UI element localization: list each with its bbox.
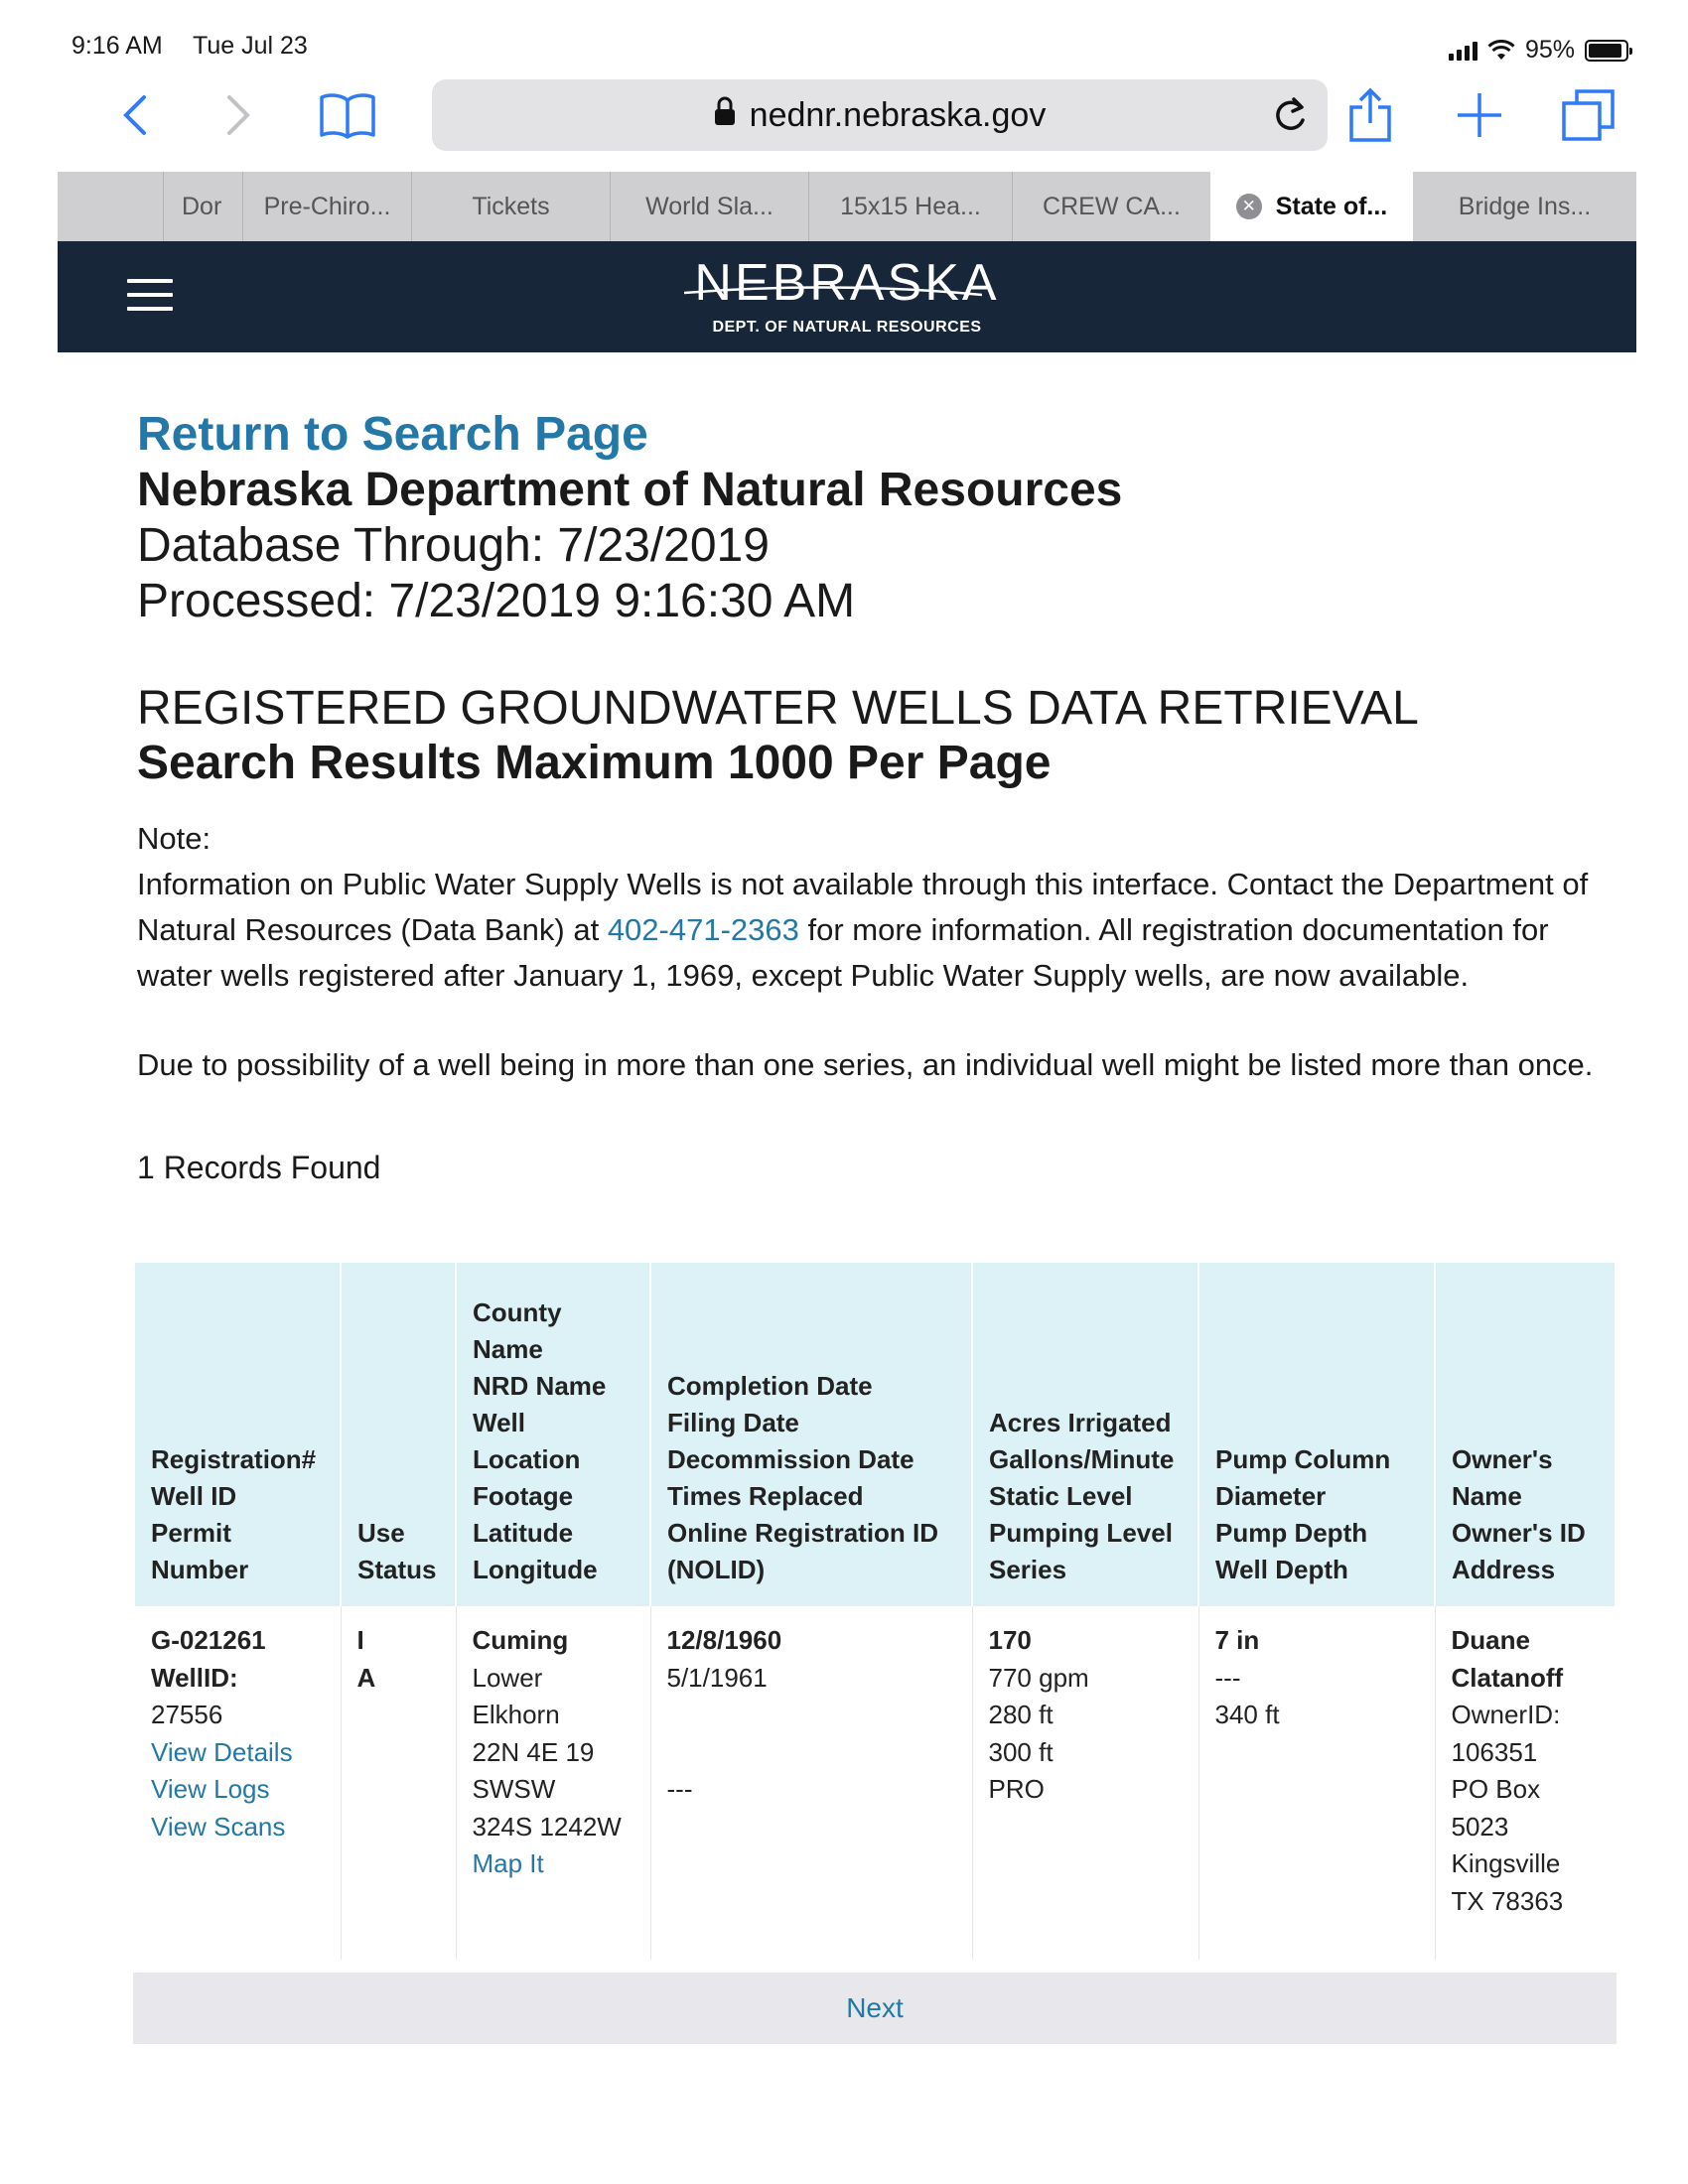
filing-date: 5/1/1961 <box>666 1662 768 1693</box>
header-registration <box>135 1263 341 1605</box>
table-row <box>135 1605 1615 1960</box>
header-use-status <box>341 1263 456 1605</box>
address-line-2: 5023 <box>1451 1811 1509 1842</box>
tab-label: State of... <box>1275 192 1388 220</box>
header-line: Static Level <box>989 1481 1133 1511</box>
nebraska-dnr-logo[interactable] <box>58 255 1636 337</box>
site-banner <box>58 241 1636 352</box>
header-line: Pump Depth <box>1215 1518 1368 1548</box>
open-book-icon <box>319 90 376 140</box>
table-header-row <box>135 1263 1615 1605</box>
tab-label: Pre-Chiro... <box>263 192 391 220</box>
agency-name: Nebraska Department of Natural Resources <box>137 464 1123 516</box>
header-line: Registration# <box>151 1444 317 1474</box>
header-line: Number <box>151 1555 249 1584</box>
note-text <box>137 862 1617 999</box>
cell-pump <box>1198 1605 1435 1960</box>
address-bar[interactable] <box>432 79 1328 151</box>
header-line: Latitude <box>473 1518 574 1548</box>
well-location: 22N 4E 19 <box>472 1736 595 1767</box>
share-button[interactable] <box>1321 77 1420 153</box>
header-line: Use <box>357 1518 405 1548</box>
well-id: 27556 <box>151 1700 223 1729</box>
processed-timestamp: Processed: 7/23/2019 9:16:30 AM <box>137 575 856 627</box>
nolid: --- <box>666 1774 693 1804</box>
header-line: Owner's <box>1452 1444 1553 1474</box>
results-table <box>135 1263 1615 1960</box>
battery-percent: 95% <box>1524 36 1575 64</box>
registration-number: G-021261 <box>151 1625 266 1655</box>
acres-irrigated: 170 <box>988 1625 1032 1655</box>
url-text: nednr.nebraska.gov <box>749 95 1047 134</box>
address-line-3: Kingsville <box>1451 1848 1561 1878</box>
chevron-left-icon <box>120 93 150 137</box>
header-owner <box>1435 1263 1615 1605</box>
owner-id-label: OwnerID: <box>1451 1700 1561 1729</box>
tab-3[interactable] <box>411 172 610 241</box>
logo-subtitle: DEPT. OF NATURAL RESOURCES <box>712 319 982 336</box>
status-indicators <box>1449 36 1628 65</box>
tab-label: Dor <box>182 192 222 220</box>
lock-icon <box>714 96 736 135</box>
pump-depth: --- <box>1214 1662 1241 1693</box>
forward-button[interactable] <box>209 77 268 153</box>
bookmarks-button[interactable] <box>308 77 387 153</box>
reload-button[interactable] <box>1270 93 1310 146</box>
header-line: Name <box>473 1334 543 1364</box>
cell-acres-levels <box>972 1605 1198 1960</box>
view-details-link[interactable]: View Details <box>151 1736 293 1767</box>
share-icon <box>1347 87 1393 143</box>
header-line: Address <box>1452 1555 1556 1584</box>
battery-icon <box>1585 40 1628 62</box>
header-line: Pumping Level <box>989 1518 1173 1548</box>
logo-wordmark <box>694 255 999 311</box>
tab-label: World Sla... <box>645 192 774 220</box>
view-logs-link[interactable]: View Logs <box>151 1774 270 1804</box>
well-depth: 340 ft <box>1214 1700 1280 1729</box>
status-bar <box>71 30 1628 66</box>
header-line: Acres Irrigated <box>989 1408 1172 1437</box>
tab-4[interactable] <box>610 172 808 241</box>
note-series-text: Due to possibility of a well being in more than one series, an individual well might be listed more than once. <box>137 1047 1594 1082</box>
wifi-icon <box>1487 40 1515 62</box>
cellular-signal-icon <box>1449 41 1477 61</box>
footage: 324S 1242W <box>472 1811 622 1842</box>
completion-date: 12/8/1960 <box>666 1625 782 1655</box>
note-part-2: for more information. All registration documentation for water wells registered after January 1, 1969, except Public Water Supply wells, are now available. <box>137 912 1549 993</box>
tab-label: 15x15 Hea... <box>840 192 981 220</box>
main-content <box>137 407 1617 1187</box>
view-scans-link[interactable]: View Scans <box>151 1811 286 1842</box>
pumping-level: 300 ft <box>988 1736 1054 1767</box>
nrd-name-line2: Elkhorn <box>472 1700 560 1729</box>
chevron-right-icon <box>223 93 253 137</box>
tab-5[interactable] <box>808 172 1012 241</box>
header-line: Location <box>473 1444 581 1474</box>
tab-strip <box>58 172 1636 241</box>
tab-label: Tickets <box>472 192 550 220</box>
tab-6[interactable] <box>1012 172 1210 241</box>
header-line: Completion Date <box>667 1371 873 1401</box>
cell-dates <box>650 1605 972 1960</box>
records-found: 1 Records Found <box>137 1150 381 1185</box>
status-code: A <box>356 1662 376 1693</box>
header-line: Online Registration ID <box>667 1518 939 1548</box>
address-line-1: PO Box <box>1451 1774 1541 1804</box>
next-page-link[interactable]: Next <box>846 1992 904 2023</box>
cell-county-location <box>456 1605 650 1960</box>
header-line: Diameter <box>1215 1481 1327 1511</box>
note-label: Note: <box>137 821 211 856</box>
well-id-label: WellID: <box>151 1662 238 1693</box>
times-replaced <box>667 1734 958 1772</box>
tab-label: CREW CA... <box>1043 192 1181 220</box>
owner-id: 106351 <box>1451 1736 1538 1767</box>
pump-column-diameter: 7 in <box>1214 1625 1260 1655</box>
database-through: Database Through: 7/23/2019 <box>137 519 770 572</box>
header-acres-levels <box>972 1263 1198 1605</box>
back-button[interactable] <box>105 77 165 153</box>
header-pump <box>1198 1263 1435 1605</box>
logo-word: NEBRASKA <box>694 254 1000 312</box>
tab-placeholder[interactable] <box>58 172 163 241</box>
header-line: Well ID <box>151 1481 237 1511</box>
header-line: Owner's ID <box>1452 1518 1586 1548</box>
header-line: Gallons/Minute <box>989 1444 1175 1474</box>
reload-icon <box>1270 93 1310 137</box>
pagination-bar <box>133 1973 1617 2044</box>
header-line: (NOLID) <box>667 1555 766 1584</box>
browser-toolbar <box>60 77 1628 153</box>
decommission-date <box>667 1697 958 1734</box>
address-line-4: TX 78363 <box>1451 1885 1564 1916</box>
header-line: Decommission Date <box>667 1444 914 1474</box>
owner-last-name: Clatanoff <box>1451 1662 1564 1693</box>
page-heading: REGISTERED GROUNDWATER WELLS DATA RETRIEVAL <box>137 682 1419 735</box>
header-line: Footage <box>473 1481 574 1511</box>
cell-use-status <box>341 1605 456 1960</box>
return-to-search-link[interactable]: Return to Search Page <box>137 408 648 461</box>
footage-quarter: SWSW <box>472 1774 556 1804</box>
plus-icon <box>1455 90 1504 140</box>
header-line: County <box>473 1297 562 1327</box>
map-it-link[interactable]: Map It <box>472 1848 544 1878</box>
owner-first-name: Duane <box>1451 1625 1530 1655</box>
header-line: NRD Name <box>473 1371 607 1401</box>
note-part-1: Information on Public Water Supply Wells is not available through this interface. Contact the Department of Natural Resources (Data Bank) at <box>137 867 1589 947</box>
header-line: Times Replaced <box>667 1481 864 1511</box>
use-code: I <box>356 1625 364 1655</box>
phone-link[interactable]: 402-471-2363 <box>607 912 799 947</box>
gallons-per-minute: 770 gpm <box>988 1662 1089 1693</box>
close-tab-icon[interactable]: ✕ <box>1236 194 1262 219</box>
header-line: Well <box>473 1408 525 1437</box>
header-line: Series <box>989 1555 1067 1584</box>
status-date: Tue Jul 23 <box>193 32 308 60</box>
tab-2[interactable] <box>242 172 411 241</box>
tab-8[interactable] <box>1413 172 1636 241</box>
header-line: Pump Column <box>1215 1444 1391 1474</box>
static-level: 280 ft <box>988 1700 1054 1729</box>
status-time: 9:16 AM <box>71 32 163 60</box>
header-line: Filing Date <box>667 1408 799 1437</box>
tab-label: Bridge Ins... <box>1458 192 1592 220</box>
cell-owner <box>1435 1605 1615 1960</box>
tabs-overview-icon <box>1561 87 1617 143</box>
cell-registration <box>135 1605 341 1960</box>
header-county-location <box>456 1263 650 1605</box>
new-tab-button[interactable] <box>1430 77 1529 153</box>
header-line: Permit <box>151 1518 231 1548</box>
series: PRO <box>988 1774 1045 1804</box>
header-line: Longitude <box>473 1555 598 1584</box>
logo-swoosh-icon <box>684 283 982 303</box>
tab-1[interactable] <box>163 172 242 241</box>
nrd-name-line1: Lower <box>472 1662 543 1693</box>
tab-7-active[interactable] <box>1210 172 1413 241</box>
header-line: Status <box>357 1555 437 1584</box>
header-line: Name <box>1452 1481 1522 1511</box>
header-dates <box>650 1263 972 1605</box>
header-line: Well Depth <box>1215 1555 1348 1584</box>
tabs-overview-button[interactable] <box>1539 77 1638 153</box>
county-name: Cuming <box>472 1625 569 1655</box>
page-subheading: Search Results Maximum 1000 Per Page <box>137 737 1052 789</box>
